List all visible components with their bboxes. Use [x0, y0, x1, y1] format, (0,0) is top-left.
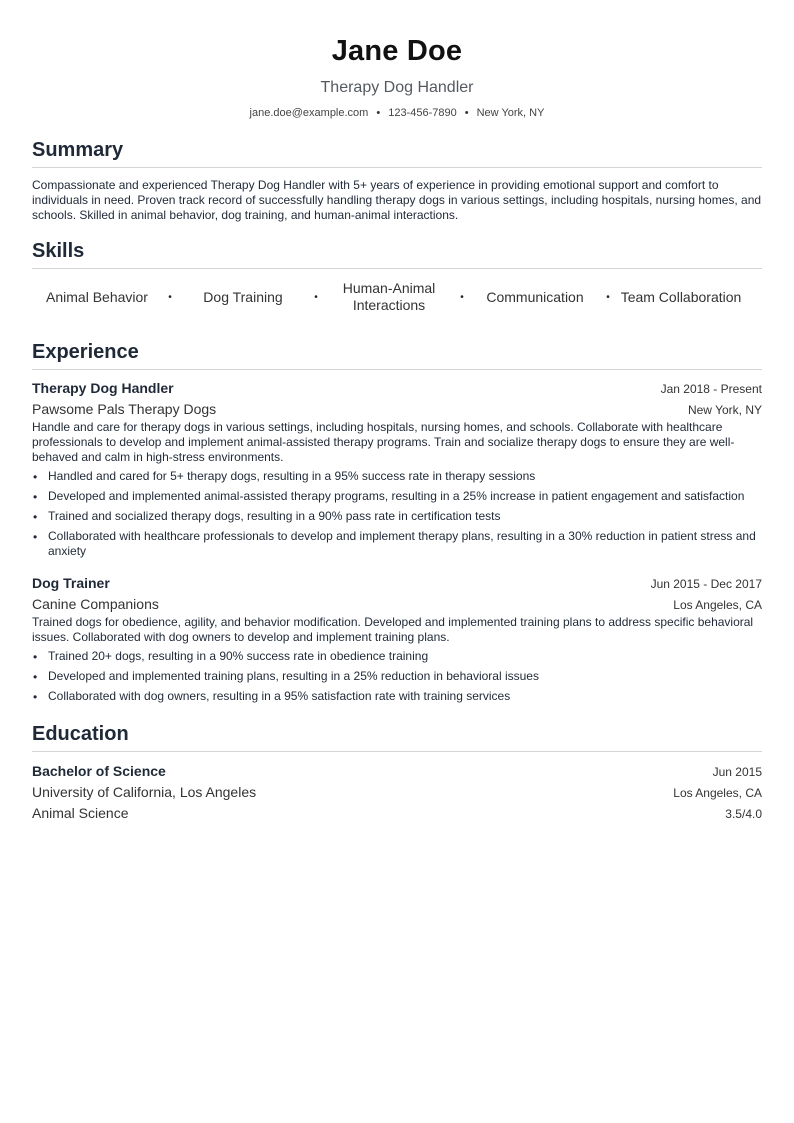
- education-entry: [32, 761, 762, 824]
- contact-email[interactable]: jane.doe@example.com: [249, 107, 369, 119]
- skill-item: Dog Training: [203, 288, 283, 305]
- education-section: [32, 720, 762, 824]
- skills-list: [32, 269, 762, 325]
- summary-heading: Summary: [32, 139, 124, 161]
- job-company: Canine Companions: [32, 596, 159, 612]
- achievement-text: Collaborated with dog owners, resulting in a 95% satisfaction rate with training services: [48, 689, 511, 703]
- list-item: [32, 529, 762, 559]
- skill-separator: •: [314, 291, 318, 303]
- skill-item: Team Collaboration: [620, 288, 742, 305]
- job-achievements: [32, 649, 762, 704]
- section-divider: [32, 751, 762, 752]
- contact-line: [32, 106, 762, 120]
- job-title: Therapy Dog Handler: [32, 380, 174, 396]
- bullet-marker: •: [33, 530, 38, 544]
- experience-heading: Experience: [32, 341, 139, 363]
- skills-heading: Skills: [32, 240, 85, 262]
- job-description: Handle and care for therapy dogs in various settings, including hospitals, nursing homes, and schools. Collaborate with healthcare professionals to develop and implement animal-assisted therapy programs. Train and socialize therapy dogs to ensure they are well-behaved and calm in high-stress environments.: [32, 420, 735, 464]
- summary-section: [32, 136, 762, 223]
- list-item: [32, 649, 762, 664]
- bullet-marker: •: [33, 690, 38, 704]
- field-of-study: Animal Science: [32, 805, 129, 821]
- achievement-text: Handled and cared for 5+ therapy dogs, resulting in a 95% success rate in therapy sessions: [48, 469, 536, 483]
- graduation-date: Jun 2015: [712, 765, 762, 779]
- summary-text: Compassionate and experienced Therapy Dog Handler with 5+ years of experience in providing emotional support and comfort to individuals in need. Proven track record of successfully handling therapy dogs in various settings, including hospitals, nursing homes, and schools. Skilled in animal behavior, dog training, and human-animal interactions.: [32, 178, 762, 222]
- gpa: 3.5/4.0: [725, 807, 762, 821]
- resume-page: [32, 0, 762, 824]
- job-company: Pawsome Pals Therapy Dogs: [32, 401, 217, 417]
- skill-separator: •: [168, 291, 172, 303]
- skill-item: Communication: [486, 288, 584, 305]
- contact-location: New York, NY: [476, 107, 545, 119]
- contact-phone[interactable]: 123-456-7890: [388, 107, 457, 119]
- list-item: [32, 469, 762, 484]
- bullet-marker: •: [33, 470, 38, 484]
- job-dates: Jun 2015 - Dec 2017: [650, 577, 762, 591]
- school-name: University of California, Los Angeles: [32, 784, 257, 800]
- list-item: [32, 689, 762, 704]
- section-divider: [32, 167, 762, 168]
- job-location: New York, NY: [687, 403, 762, 417]
- skill-item: Human-Animal Interactions: [342, 280, 436, 313]
- achievement-text: Trained 20+ dogs, resulting in a 90% success rate in obedience training: [48, 649, 429, 663]
- experience-section: [32, 338, 762, 704]
- contact-separator: •: [376, 107, 381, 119]
- job-dates: Jan 2018 - Present: [660, 382, 762, 396]
- achievement-text: Developed and implemented training plans, resulting in a 25% reduction in behavioral issues: [48, 669, 539, 683]
- achievement-text: Developed and implemented animal-assisted therapy programs, resulting in a 25% increase in patient engagement and satisfaction: [48, 489, 745, 503]
- candidate-title: Therapy Dog Handler: [320, 79, 474, 96]
- skills-section: [32, 237, 762, 325]
- bullet-marker: •: [33, 510, 38, 524]
- job-achievements: [32, 469, 762, 559]
- list-item: [32, 489, 762, 504]
- school-location: Los Angeles, CA: [673, 786, 762, 800]
- job-entry: [32, 574, 762, 704]
- bullet-marker: •: [33, 670, 38, 684]
- contact-separator: •: [464, 107, 469, 119]
- skill-separator: •: [606, 291, 610, 303]
- bullet-marker: •: [33, 650, 38, 664]
- list-item: [32, 509, 762, 524]
- job-description: Trained dogs for obedience, agility, and behavior modification. Developed and implemented training plans to address specific behavioral issues. Collaborated with dog owners to develop and implement training plans.: [32, 615, 754, 644]
- achievement-text: Trained and socialized therapy dogs, resulting in a 90% pass rate in certification tests: [48, 509, 501, 523]
- bullet-marker: •: [33, 490, 38, 504]
- candidate-name: Jane Doe: [331, 35, 463, 67]
- section-divider: [32, 369, 762, 370]
- skill-item: Animal Behavior: [46, 288, 148, 305]
- list-item: [32, 669, 762, 684]
- degree: Bachelor of Science: [32, 763, 166, 779]
- education-heading: Education: [32, 723, 129, 745]
- skill-separator: •: [460, 291, 464, 303]
- job-title: Dog Trainer: [32, 575, 110, 591]
- job-entry: [32, 379, 762, 559]
- achievement-text: Collaborated with healthcare professionals to develop and implement therapy plans, resulting in a 30% reduction in patient stress and anxiety: [48, 529, 756, 558]
- job-location: Los Angeles, CA: [673, 598, 762, 612]
